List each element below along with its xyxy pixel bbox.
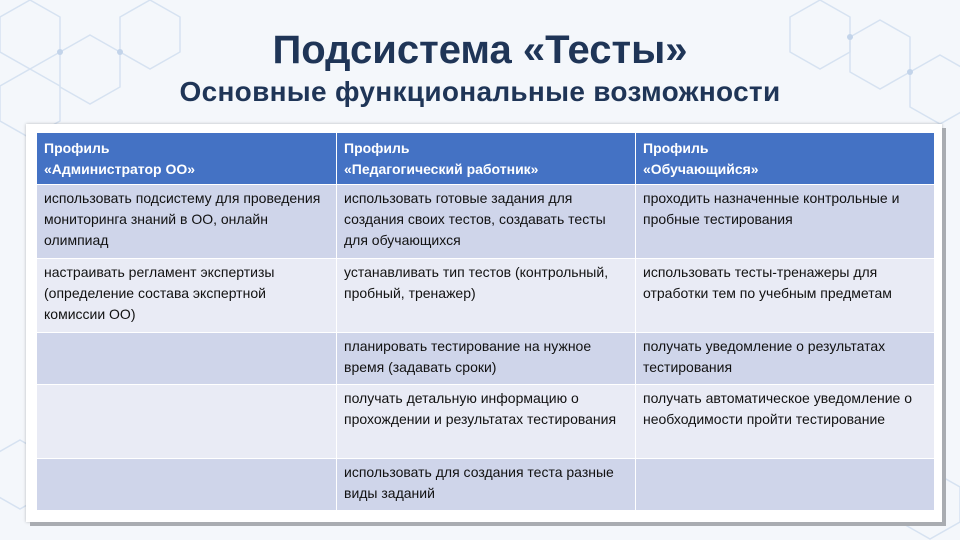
table-cell — [37, 333, 337, 385]
table-cell: настраивать регламент экспертизы (определение состава экспертной комиссии ОО) — [37, 259, 337, 333]
header-teacher — [337, 133, 636, 185]
table-cell: получать уведомление о результатах тестирования — [636, 333, 935, 385]
header-teacher-line1: Профиль — [344, 140, 410, 156]
table-cell: использовать подсистему для проведения мониторинга знаний в ОО, онлайн олимпиад — [37, 185, 337, 259]
header-admin — [37, 133, 337, 185]
header-student-line2: «Обучающийся» — [643, 161, 759, 177]
table-row — [37, 385, 935, 459]
table-cell — [37, 459, 337, 511]
page-subtitle: Основные функциональные возможности — [179, 76, 781, 107]
table-row — [37, 185, 935, 259]
features-table — [36, 132, 935, 511]
table-cell: получать автоматическое уведомление о необходимости пройти тестирование — [636, 385, 935, 459]
table-cell: использовать готовые задания для создания своих тестов, создавать тесты для обучающихся — [337, 185, 636, 259]
table-header-row — [37, 133, 935, 185]
table-row — [37, 459, 935, 511]
table-row — [37, 333, 935, 385]
header-admin-line2: «Администратор ОО» — [44, 161, 196, 177]
header-teacher-line2: «Педагогический работник» — [344, 161, 539, 177]
table-row — [37, 259, 935, 333]
table-cell — [636, 459, 935, 511]
header-student-line1: Профиль — [643, 140, 709, 156]
table-cell: использовать для создания теста разные виды заданий — [337, 459, 636, 511]
header-admin-line1: Профиль — [44, 140, 110, 156]
table-cell — [37, 385, 337, 459]
table-cell: устанавливать тип тестов (контрольный, пробный, тренажер) — [337, 259, 636, 333]
features-table-frame — [26, 124, 942, 522]
table-cell: получать детальную информацию о прохождении и результатах тестирования — [337, 385, 636, 459]
header-student — [636, 133, 935, 185]
table-cell: проходить назначенные контрольные и пробные тестирования — [636, 185, 935, 259]
table-cell: использовать тесты-тренажеры для отработки тем по учебным предметам — [636, 259, 935, 333]
table-cell: планировать тестирование на нужное время (задавать сроки) — [337, 333, 636, 385]
page-title: Подсистема «Тесты» — [272, 28, 688, 72]
